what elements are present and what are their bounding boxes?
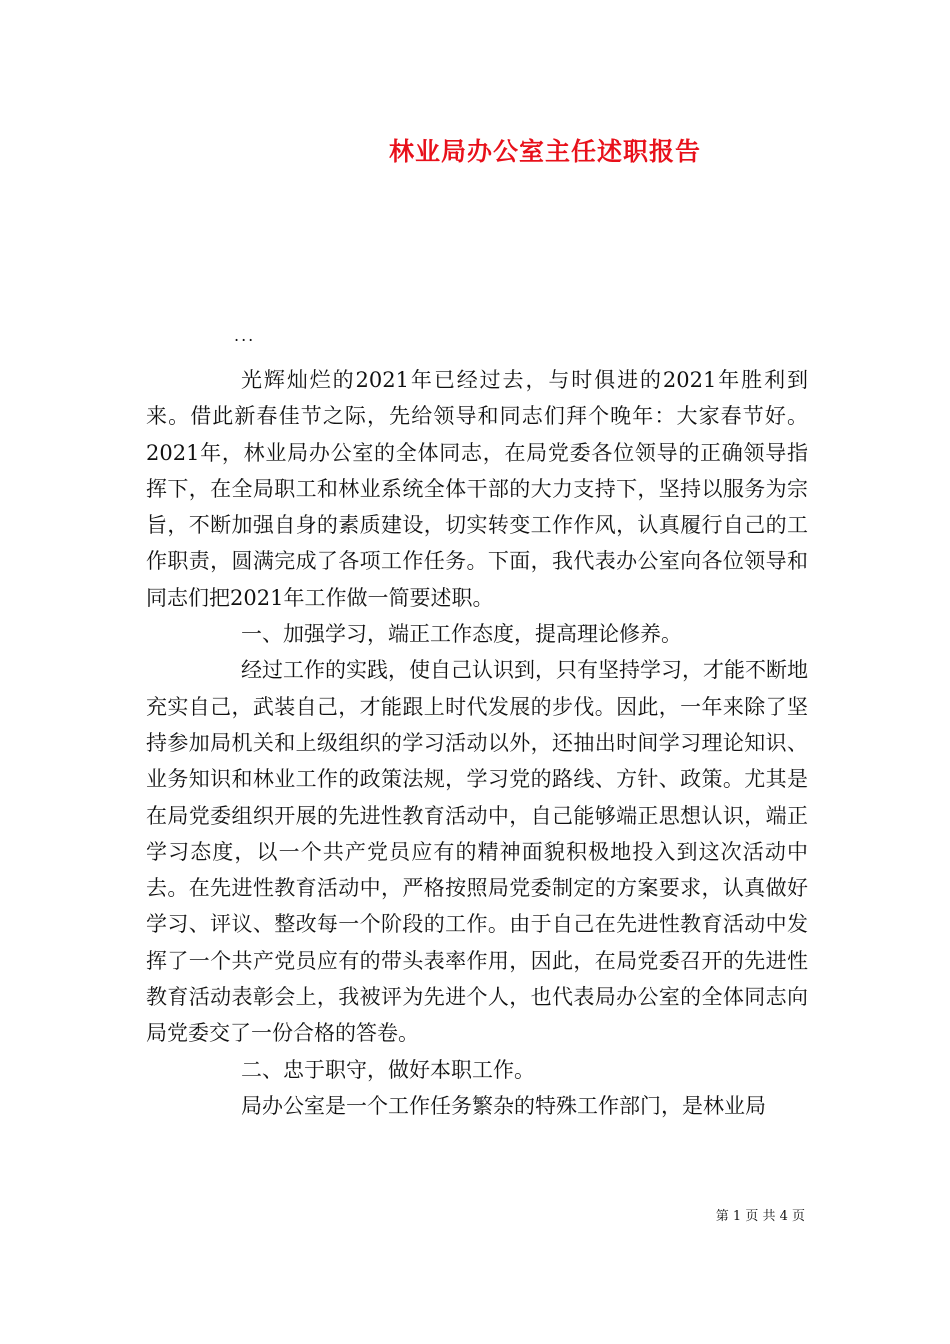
- paragraph-office: 局办公室是一个工作任务繁杂的特殊工作部门，是林业局: [241, 1093, 766, 1118]
- section-heading-1: 一、加强学习，端正工作态度，提高理论修养。: [241, 622, 682, 647]
- paragraph-study: 经过工作的实践，使自己认识到，只有坚持学习，才能不断地充实自己，武装自己，才能跟上时代发展的步伐。因此，一年来除了坚持参加局机关和上级组织的学习活动以外，还抽出时间学习理论知识、业务知识和林业工作的政策法规，学习党的路线、方针、政策。尤其是在局党委组织开展的先进性教育活动中，自己能够端正思想认识，端正学习态度，以一个共产党员应有的精神面貌积极地投入到这次活动中去。在先进性教育活动中，严格按照局党委制定的方案要求，认真做好学习、评议、整改每一个阶段的工作。由于自己在先进性教育活动中发挥了一个共产党员应有的带头表率作用，因此，在局党委召开的先进性教育活动表彰会上，我被评为先进个人，也代表局办公室的全体同志向局党委交了一份合格的答卷。: [146, 658, 808, 1046]
- section-heading-2: 二、忠于职守，做好本职工作。: [241, 1057, 535, 1082]
- paragraph-intro: 光辉灿烂的2021年已经过去，与时俱进的2021年胜利到来。借此新春佳节之际，先给领导和同志们拜个晚年：大家春节好。2021年，林业局办公室的全体同志，在局党委各位领导的正确领导指挥下，在全局职工和林业系统全体干部的大力支持下，坚持以服务为宗旨，不断加强自身的素质建设，切实转变工作作风，认真履行自己的工作职责，圆满完成了各项工作任务。下面，我代表办公室向各位领导和同志们把2021年工作做一简要述职。: [146, 368, 808, 610]
- ellipsis-marker: ...: [234, 326, 256, 345]
- page-number-footer: 第 1 页 共 4 页: [715, 1209, 805, 1224]
- document-title: 林业局办公室主任述职报告: [388, 137, 701, 166]
- document-body: [146, 362, 808, 1124]
